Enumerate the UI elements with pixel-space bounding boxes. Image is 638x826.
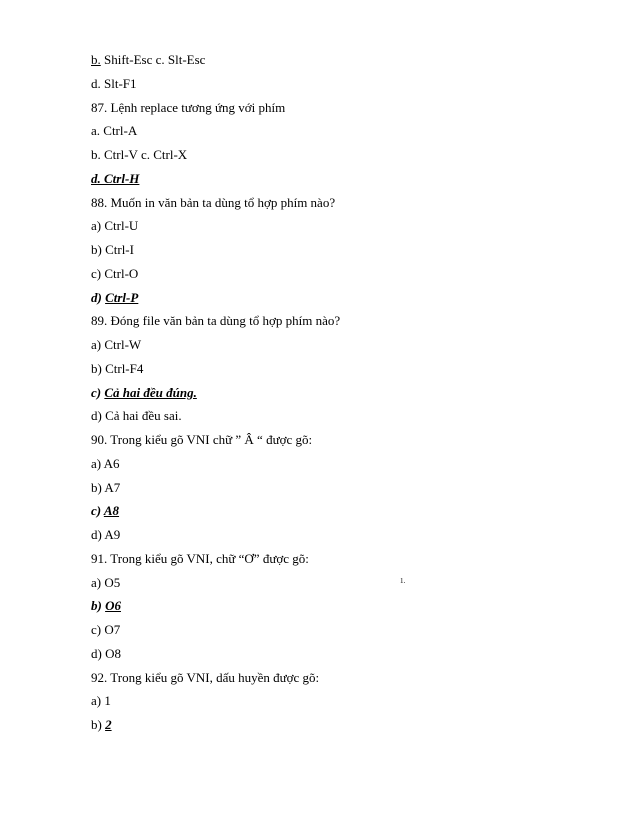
- document-line: [91, 218, 138, 234]
- line-segment: b) A7: [91, 480, 121, 495]
- line-segment: Cả hai đều đúng.: [104, 385, 197, 400]
- line-segment: 87. Lệnh replace tương ứng với phím: [91, 100, 286, 115]
- document-line: [91, 575, 120, 591]
- line-segment: b): [91, 598, 106, 613]
- line-segment: d. Ctrl-H: [91, 171, 140, 186]
- document-line: [91, 693, 111, 709]
- document-line: [91, 52, 205, 68]
- document-line: [91, 551, 309, 567]
- document-line: [91, 171, 139, 187]
- line-segment: d) A9: [91, 527, 121, 542]
- document-line: [91, 147, 187, 163]
- line-segment: c): [91, 385, 105, 400]
- line-segment: 92. Trong kiểu gõ VNI, dấu huyền được gõ:: [91, 670, 320, 685]
- line-segment: 2: [105, 717, 112, 732]
- document-line: [91, 456, 120, 472]
- line-segment: b) Ctrl-F4: [91, 361, 144, 376]
- line-segment: d): [91, 290, 106, 305]
- document-line: [91, 195, 335, 211]
- line-segment: d) O8: [91, 646, 121, 661]
- line-segment: c): [91, 503, 104, 518]
- document-line: [91, 266, 138, 282]
- line-segment: Ctrl-P: [105, 290, 139, 305]
- line-segment: b): [91, 717, 106, 732]
- line-segment: 89. Đóng file văn bản ta dùng tổ hợp phím nào?: [91, 313, 341, 328]
- document-line: [91, 76, 137, 92]
- line-segment: a) Ctrl-U: [91, 218, 139, 233]
- line-segment: O6: [105, 598, 121, 613]
- line-segment: Shift-Esc c. Slt-Esc: [100, 52, 206, 67]
- document-line: [91, 503, 119, 519]
- document-line: [91, 361, 143, 377]
- document-line: [91, 100, 285, 116]
- document-line: [91, 123, 137, 139]
- line-segment: b. Ctrl-V c. Ctrl-X: [91, 147, 188, 162]
- line-segment: a) 1: [91, 693, 111, 708]
- line-segment: 90. Trong kiểu gõ VNI chữ ” Â “ được gõ:: [91, 432, 313, 447]
- line-segment: c) Ctrl-O: [91, 266, 139, 281]
- line-segment: A8: [103, 503, 120, 518]
- line-segment: b.: [91, 52, 101, 67]
- document-line: [91, 242, 134, 258]
- line-segment: a) O5: [91, 575, 121, 590]
- line-segment: a) A6: [91, 456, 120, 471]
- document-line: [91, 646, 121, 662]
- document-line: [91, 290, 138, 306]
- document-line: [91, 717, 112, 733]
- line-segment: 88. Muốn in văn bản ta dùng tổ hợp phím nào?: [91, 195, 336, 210]
- document-line: [91, 337, 141, 353]
- document-line: [91, 313, 340, 329]
- document-line: [91, 432, 312, 448]
- document-line: [91, 670, 319, 686]
- document-line: [91, 622, 120, 638]
- page-mark: 1.: [400, 577, 406, 585]
- line-segment: d) Cả hai đều sai.: [91, 408, 182, 423]
- line-segment: b) Ctrl-I: [91, 242, 134, 257]
- document-line: [91, 480, 120, 496]
- line-segment: c) O7: [91, 622, 121, 637]
- line-segment: a. Ctrl-A: [91, 123, 138, 138]
- document-line: [91, 385, 197, 401]
- document-line: [91, 408, 182, 424]
- document-line: [91, 527, 120, 543]
- line-segment: a) Ctrl-W: [91, 337, 142, 352]
- line-segment: d. Slt-F1: [91, 76, 137, 91]
- line-segment: 91. Trong kiểu gõ VNI, chữ “Ơ” được gõ:: [91, 551, 309, 566]
- document-line: [91, 598, 121, 614]
